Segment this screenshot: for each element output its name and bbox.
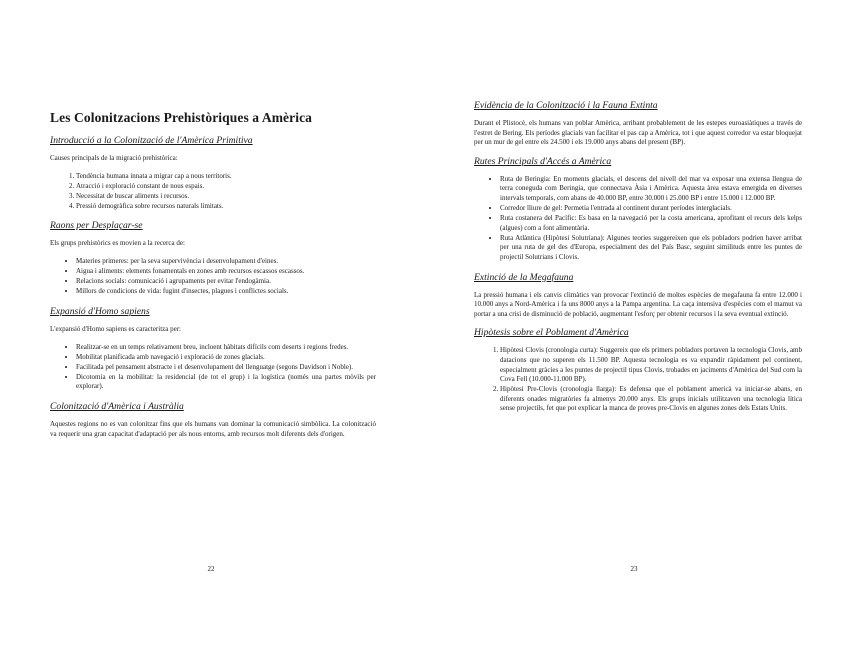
document-title: Les Colonitzacions Prehistòriques a Amèrica <box>50 110 313 125</box>
section-heading-expansion: Expansió d'Homo sapiens <box>50 305 150 317</box>
section-heading-routes: Rutes Principals d'Accés a Amèrica <box>474 155 612 167</box>
list-item: • Dicotomia en la mobilitat: la residencial (de tot el grup) i la logística (només una partes mòvils per explorar). <box>76 373 376 392</box>
list-item: • Aigua i aliments: elements fonamentals en zones amb recursos escassos escassos. <box>76 267 376 277</box>
list-item: • Ruta Atlàntica (Hipòtesi Solutriana): Algunes teories suggereixen que els pobladors podrien haver arribat per una ruta de gel des d'Europa, especialment des del País Basc, seguint similituds entre les puntes de projectil Solutrians i Clovis. <box>500 234 802 263</box>
list-item: • Ruta costanera del Pacífic: Es basa en la navegació per la costa americana, aprofitant el recurs dels kelps (algues) com a font alimentària. <box>500 214 802 233</box>
list-item: • Relacions socials: comunicació i agrupaments per evitar l'endogàmia. <box>76 277 376 287</box>
list-item: • Corredor lliure de gel: Permetia l'entrada al continent durant períodes interglacials. <box>500 204 802 214</box>
routes-list <box>474 175 802 263</box>
section-heading-evidence: Evidència de la Colonització i la Fauna Extinta <box>474 100 658 111</box>
list-item: 1. Hipòtesi Clovis (cronologia curta): Suggereix que els primers pobladors portaven la tecnologia Clovis, amb datacions que no superen els 11.500 BP. Aquesta tecnologia es va expandir ràpidament pel continent, especialment gràcies a les puntes de projectil tipus Clovis, trobades en jaciments d'Amèrica del Sud com la Cova Fell (10.000-11.000 BP). <box>500 346 802 384</box>
list-item: 3. Necessitat de buscar aliments i recursos. <box>76 192 376 202</box>
list-item: • Ruta de Beringia: En moments glacials, el descens del nivell del mar va exposar una extensa llengua de terra coneguda com Beringia, que connectava Àsia i Amèrica. Aquesta àrea estava emergida en diverses intervals temporals, com abans de 40.000 BP, entre 30.000 i 25.000 BP i entre 15.000 i 12.000 BP. <box>500 175 802 204</box>
list-item: • Materies primeres: per la seva supervivència i desenvolupament d'eines. <box>76 257 376 267</box>
list-item: 2. Atracció i exploració constant de nous espais. <box>76 182 376 192</box>
list-item: • Mobilitat planificada amb navegació i exploració de zones glacials. <box>76 353 376 363</box>
reasons-list <box>50 257 376 297</box>
section-heading-hypotheses: Hipòtesis sobre el Poblament d'Amèrica <box>474 327 629 339</box>
section-intro-expansion: L'expansió d'Homo sapiens es caracteritza per: <box>50 324 181 333</box>
list-item: • Millors de condicions de vida: fugint d'insectes, plagues i conflictes socials. <box>76 287 376 297</box>
section-heading-introduction: Introducció a la Colonització de l'Amèrica Primitiva <box>50 135 253 146</box>
section-heading-reasons: Raons per Desplaçar-se <box>50 220 143 232</box>
causes-list <box>50 172 376 212</box>
section-text-evidence: Durant el Plistocè, els humans van poblar Amèrica, arribant probablement de les estepes euroasiàtiques a través de l'estret de Bering. Els períodes glacials van facilitar el pas cap a Amèrica, tot i que aquest corredor va estar bloquejat per un mur de gel entre els 24.500 i els 19.000 anys abans del present (BP). <box>474 119 802 147</box>
section-intro-reasons: Els grups prehistòrics es movien a la recerca de: <box>50 239 185 248</box>
list-item: 1. Tendència humana innata a migrar cap a nous territoris. <box>76 172 376 182</box>
expansion-list <box>50 343 376 392</box>
section-text-colonization: Aquestes regions no es van colonitzar fins que els humans van dominar la comunicació simbòlica. La colonització va requerir una gran capacitat d'adaptació per als nous entorns, amb recursos molt diferents dels d'origen. <box>50 420 376 438</box>
page-number: 22 <box>207 565 215 573</box>
list-item: 2. Hipòtesi Pre-Clovis (cronologia llarga): Es defensa que el poblament americà va iniciar-se abans, en diferents onades migratòries fa almenys 20.000 anys. Els grups inicials utilitzaven una tecnologia lítica sense projectils, fet que pot explicar la manca de proves pre-Clovis en algunes zones dels Estats Units. <box>500 385 802 414</box>
right-page <box>424 0 848 655</box>
section-text-extinction: La pressió humana i els canvis climàtics van provocar l'extinció de moltes espècies de megafauna fa entre 12.000 i 10.000 anys a Nord-Amèrica i fa uns 8000 anys a la Pampa argentina. La caça intensiva d'espècies com el mamut va portar a una crisi de disminució de població, augmentant l'esforç per obtenir recursos i la seva eventual extinció. <box>474 290 802 318</box>
list-item: 4. Pressió demogràfica sobre recursos naturals limitats. <box>76 202 376 212</box>
list-item: • Realitzar-se en un temps relativament breu, incloent hàbitats difícils com deserts i regions fredes. <box>76 343 376 353</box>
list-item: • Facilitada pel pensament abstracte i el desenvolupament del llenguatge (segons Davidson i Noble). <box>76 363 376 373</box>
section-heading-extinction: Extinció de la Megafauna <box>474 271 574 283</box>
section-intro-causes: Causes principals de la migració prehistòrica: <box>50 154 178 162</box>
page-number: 23 <box>630 565 638 573</box>
section-heading-colonization: Colonització d'Amèrica i Austràlia <box>50 401 184 412</box>
hypotheses-list <box>474 346 802 414</box>
